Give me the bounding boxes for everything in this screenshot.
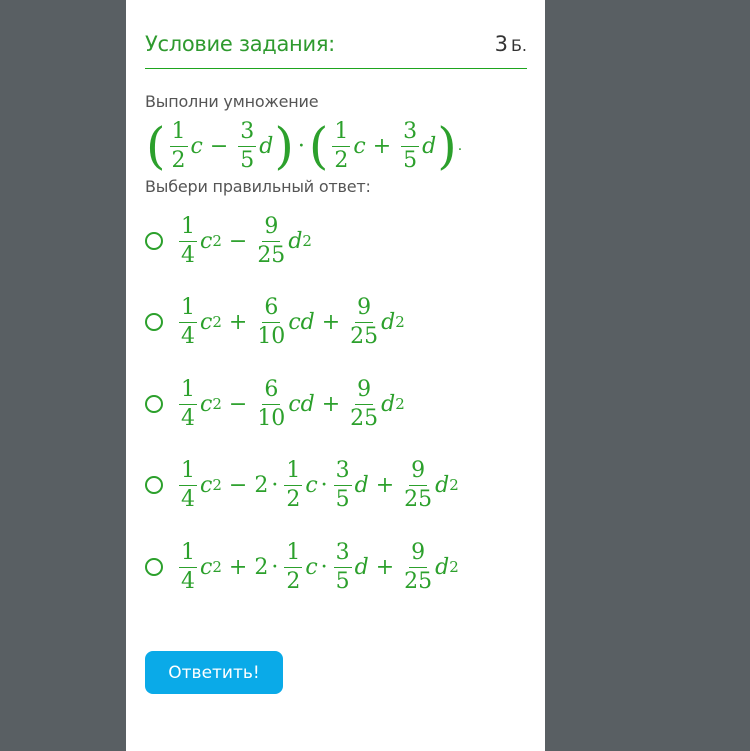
numerator: 1 [284,460,302,486]
variable: c [200,391,213,417]
exponent: 2 [212,232,222,250]
variable: d [259,133,274,159]
operator: · [320,472,328,498]
answer-option-1[interactable] [145,211,312,271]
operator: · [271,554,279,580]
operator: + [375,472,395,498]
denominator: 5 [335,568,350,594]
numerator: 1 [179,297,197,323]
variable: d [381,391,396,417]
radio-button[interactable] [145,476,163,494]
answer-option-5[interactable] [145,537,459,597]
numerator: 1 [170,121,188,147]
operator: − [209,133,229,159]
fraction [179,294,197,349]
variable: c [353,133,366,159]
points-unit: Б. [510,36,527,55]
exponent: 2 [212,313,222,331]
task-card [126,0,545,751]
radio-button[interactable] [145,232,163,250]
numerator: 9 [355,297,373,323]
fraction [332,118,350,173]
variable: d [288,228,303,254]
coefficient: 2 [254,554,269,580]
variable: c [200,554,213,580]
operator: + [372,133,392,159]
coefficient: 2 [254,472,269,498]
numerator: 1 [179,379,197,405]
numerator: 9 [262,216,280,242]
task-expression [145,116,462,176]
variable: c [200,228,213,254]
fraction [170,118,188,173]
denominator: 25 [257,242,286,268]
fraction [404,539,433,594]
fraction [179,539,197,594]
variable: d [435,472,450,498]
variable: c [305,472,318,498]
denominator: 2 [286,568,301,594]
variable: cd [288,309,315,335]
numerator: 1 [179,216,197,242]
variable: c [190,133,203,159]
fraction [257,294,286,349]
numerator: 6 [262,297,280,323]
variable: d [381,309,396,335]
denominator: 4 [181,405,195,431]
left-paren: ( [146,117,166,175]
option-expression [176,376,405,431]
variable: c [305,554,318,580]
denominator: 10 [257,405,286,431]
period: . [457,138,463,154]
operator: · [297,133,305,159]
right-paren: ) [274,117,294,175]
numerator: 6 [262,379,280,405]
fraction [257,213,286,268]
variable: c [200,309,213,335]
task-header [145,30,527,69]
numerator: 1 [332,121,350,147]
numerator: 3 [334,460,352,486]
operator: · [320,554,328,580]
denominator: 25 [350,405,379,431]
fraction [401,118,419,173]
fraction [284,457,302,512]
exponent: 2 [212,476,222,494]
answer-option-2[interactable] [145,292,405,352]
variable: d [354,472,369,498]
numerator: 9 [409,542,427,568]
denominator: 5 [335,486,350,512]
exponent: 2 [212,395,222,413]
operator: − [228,391,248,417]
denominator: 5 [403,147,418,173]
answer-option-3[interactable] [145,374,405,434]
exponent: 2 [395,395,405,413]
numerator: 3 [401,121,419,147]
fraction [179,213,197,268]
denominator: 25 [350,323,379,349]
fraction [179,376,197,431]
variable: d [435,554,450,580]
right-paren: ) [437,117,457,175]
fraction [284,539,302,594]
variable: c [200,472,213,498]
exponent: 2 [449,476,459,494]
exponent: 2 [212,558,222,576]
answer-option-4[interactable] [145,455,459,515]
denominator: 4 [181,568,195,594]
numerator: 1 [179,460,197,486]
operator: + [321,309,341,335]
left-paren: ( [308,117,329,175]
task-instruction: Выполни умножение [145,92,319,111]
operator: + [228,554,248,580]
numerator: 9 [355,379,373,405]
fraction [334,457,352,512]
variable: d [422,133,437,159]
submit-answer-button[interactable]: Ответить! [145,651,283,694]
operator: − [228,472,248,498]
variable: cd [288,391,315,417]
denominator: 2 [286,486,301,512]
denominator: 4 [181,323,195,349]
denominator: 5 [240,147,255,173]
option-expression [176,294,405,349]
radio-button[interactable] [145,313,163,331]
radio-button[interactable] [145,395,163,413]
option-expression [176,539,459,594]
fraction [334,539,352,594]
exponent: 2 [395,313,405,331]
operator: − [228,228,248,254]
fraction [179,457,197,512]
denominator: 4 [181,486,195,512]
fraction [257,376,286,431]
denominator: 4 [181,242,195,268]
numerator: 9 [409,460,427,486]
exponent: 2 [302,232,312,250]
numerator: 1 [179,542,197,568]
points-badge [495,32,527,56]
radio-button[interactable] [145,558,163,576]
numerator: 1 [284,542,302,568]
task-title: Условие задания: [145,32,335,56]
fraction [404,457,433,512]
denominator: 25 [404,486,433,512]
fraction [238,118,256,173]
points-value: 3 [494,32,508,56]
exponent: 2 [449,558,459,576]
fraction [350,376,379,431]
denominator: 25 [404,568,433,594]
denominator: 2 [171,147,186,173]
operator: + [375,554,395,580]
numerator: 3 [334,542,352,568]
operator: + [228,309,248,335]
denominator: 10 [257,323,286,349]
option-expression [176,457,459,512]
operator: · [271,472,279,498]
fraction [350,294,379,349]
option-expression [176,213,312,268]
variable: d [354,554,369,580]
choose-answer-label: Выбери правильный ответ: [145,177,371,196]
numerator: 3 [238,121,256,147]
operator: + [321,391,341,417]
denominator: 2 [334,147,349,173]
